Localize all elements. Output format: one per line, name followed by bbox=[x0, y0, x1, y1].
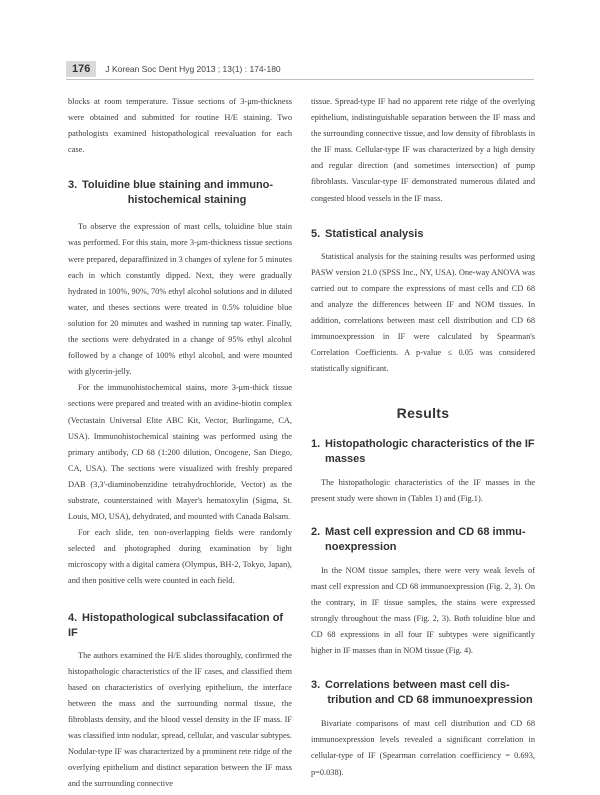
heading-text: Toluidine blue staining and immuno- bbox=[82, 179, 274, 192]
paragraph: Statistical analysis for the staining results was performed using PASW version 21.0 (SPSS Inc., NY, USA). One-way ANOVA was carried out to compare the expressions of mast cells and CD 68 and analyze the differences between IF and NOM tissues. In addition, correlations between mast cell distribution and CD 68 immunoexpression in IF were calculated by Spearman's Correlation Coefficients. A p-value ≤ 0.05 was considered statistically significant. bbox=[311, 251, 535, 374]
results-heading-3: 3. Correlations between mast cell dis- tribution and CD 68 immunoexpression bbox=[311, 678, 535, 708]
heading-text: Mast cell expression and CD 68 immu- bbox=[325, 525, 526, 538]
paragraph: In the NOM tissue samples, there were very weak levels of mast cell expression and CD 68 immunoexpression (Fig. 2, 3). On the contrary, in IF tissue samples, the stains were expressed strongly throughout the mass (Fig. 2, 3). Both toluidine blue and CD 68 expressions in all four IF subtypes were significantly higher in IF masses than in NOM tissue (Fig. 4). bbox=[311, 565, 535, 656]
heading-text: Correlations between mast cell dis- bbox=[325, 679, 510, 692]
paragraph: tissue. Spread-type IF had no apparent rete ridge of the overlying epithelium, indistinguishable separation between the IF mass and the surrounding connective tissue, and low density of fibroblasts in the IF mass. Cellular-type IF was characterized by a high density and regular direction (and sometimes intersection) of pump fibroblasts. Vascular-type IF demonstrated numerous dilated and congested blood vessels in the IF mass. bbox=[311, 97, 535, 203]
right-column bbox=[311, 94, 535, 781]
running-header bbox=[66, 60, 536, 78]
journal-citation: J Korean Soc Dent Hyg 2013 ; 13(1) : 174-180 bbox=[105, 64, 281, 74]
heading-text: Statistical analysis bbox=[325, 227, 424, 240]
paragraph: Bivariate comparisons of mast cell distribution and CD 68 immunoexpression levels revealed a significant correlation in cellular-type of IF (Spearman correlation coefficiency = 0.693, p=0.038). bbox=[311, 719, 535, 777]
paragraph: blocks at room temperature. Tissue sections of 3-μm-thickness were obtained and submitted for routine H/E staining. Two pathologists examined histopathological reevaluation for each case. bbox=[68, 97, 292, 155]
paragraph: For each slide, ten non-overlapping fields were randomly selected and photographed during examination by light microscopy with a digital camera (Olympus, BH-2, Tokyo, Japan), and then positive cells were counted in each field. bbox=[68, 528, 292, 586]
page-number: 176 bbox=[66, 61, 96, 77]
left-column bbox=[68, 94, 292, 792]
paragraph: The histopathologic characteristics of the IF masses in the present study were shown in (Tables 1) and (Fig.1). bbox=[311, 477, 535, 503]
heading-text-continued: tribution and CD 68 immunoexpression bbox=[327, 694, 533, 707]
paragraph: To observe the expression of mast cells, toluidine blue stain was performed. For this stain, more 3-μm-thickness tissue sections were prepared, deparaffinized in 3 changes of xylene for 5 minutes each in which constantly dipped. Next, they were gradually hydrated in 100%, 90%, 70% ethyl alcohol solutions and in diluted water, and theses sections were treated in 0.5% toluidine blue solution for 20 minutes and washed in running tap water. Finally, the sections were dehydrated in a change of 95% ethyl alcohol followed by a change of 100% ethyl alcohol, and were mounted with glycerin-jelly. bbox=[68, 222, 292, 377]
paragraph: For the immunohistochemical stains, more 3-μm-thick tissue sections were prepared and treated with an avidine-biotin complex (Vectastain Universal Elite ABC Kit, Vector, Burlingame, CA, USA). Immunohistochemical staining was performed using the primary antibody, CD 68 (1:200 dilution, Oncogene, San Diego, CA, USA). The sections were visualized with freshly prepared DAB (3,3'-diaminobenzidine tetrahydrochloride, Vector) as the substrate, counterstained with Mayer's hematoxylin (Sigma, St. Louis, MO, USA), dehydrated, and mounted with Canada Balsam. bbox=[68, 383, 292, 522]
heading-text-continued: histochemical staining bbox=[127, 194, 247, 207]
section-heading-4: 4. Histopathological subclassifacation of IF bbox=[68, 611, 284, 639]
section-heading-3: 3. Toluidine blue staining and immuno- histochemical staining bbox=[68, 178, 292, 208]
heading-text-continued: noexpression bbox=[325, 540, 397, 553]
section-heading-5: 5. Statistical analysis bbox=[311, 227, 424, 240]
results-heading-1: 1. Histopathologic characteristics of the IF masses bbox=[311, 437, 535, 465]
results-heading-2: 2. Mast cell expression and CD 68 immu- noexpression bbox=[311, 525, 535, 555]
results-heading: Results bbox=[396, 405, 450, 422]
heading-text: Histopathological subclassifacation of IF bbox=[68, 611, 284, 639]
heading-text: Histopathologic characteristics of the IF bbox=[325, 437, 535, 450]
paragraph: The authors examined the H/E slides thoroughly, confirmed the histopathologic characteristics of the IF cases, and classified them based on characteristics of overlying epithelium, the interface between the mass and the surrounding normal tissue, the fibroblasts density, and the blood vessel density in the IF mass. IF was classified into nodular, spread, cellular, and vascular subtypes. Nodular-type IF was characterized by a prominent rete ridge of the overlying epithelium and distinct separation between the IF mass and the surrounding connective bbox=[68, 650, 292, 789]
header-rule bbox=[66, 79, 534, 80]
heading-text-continued: masses bbox=[325, 452, 366, 465]
